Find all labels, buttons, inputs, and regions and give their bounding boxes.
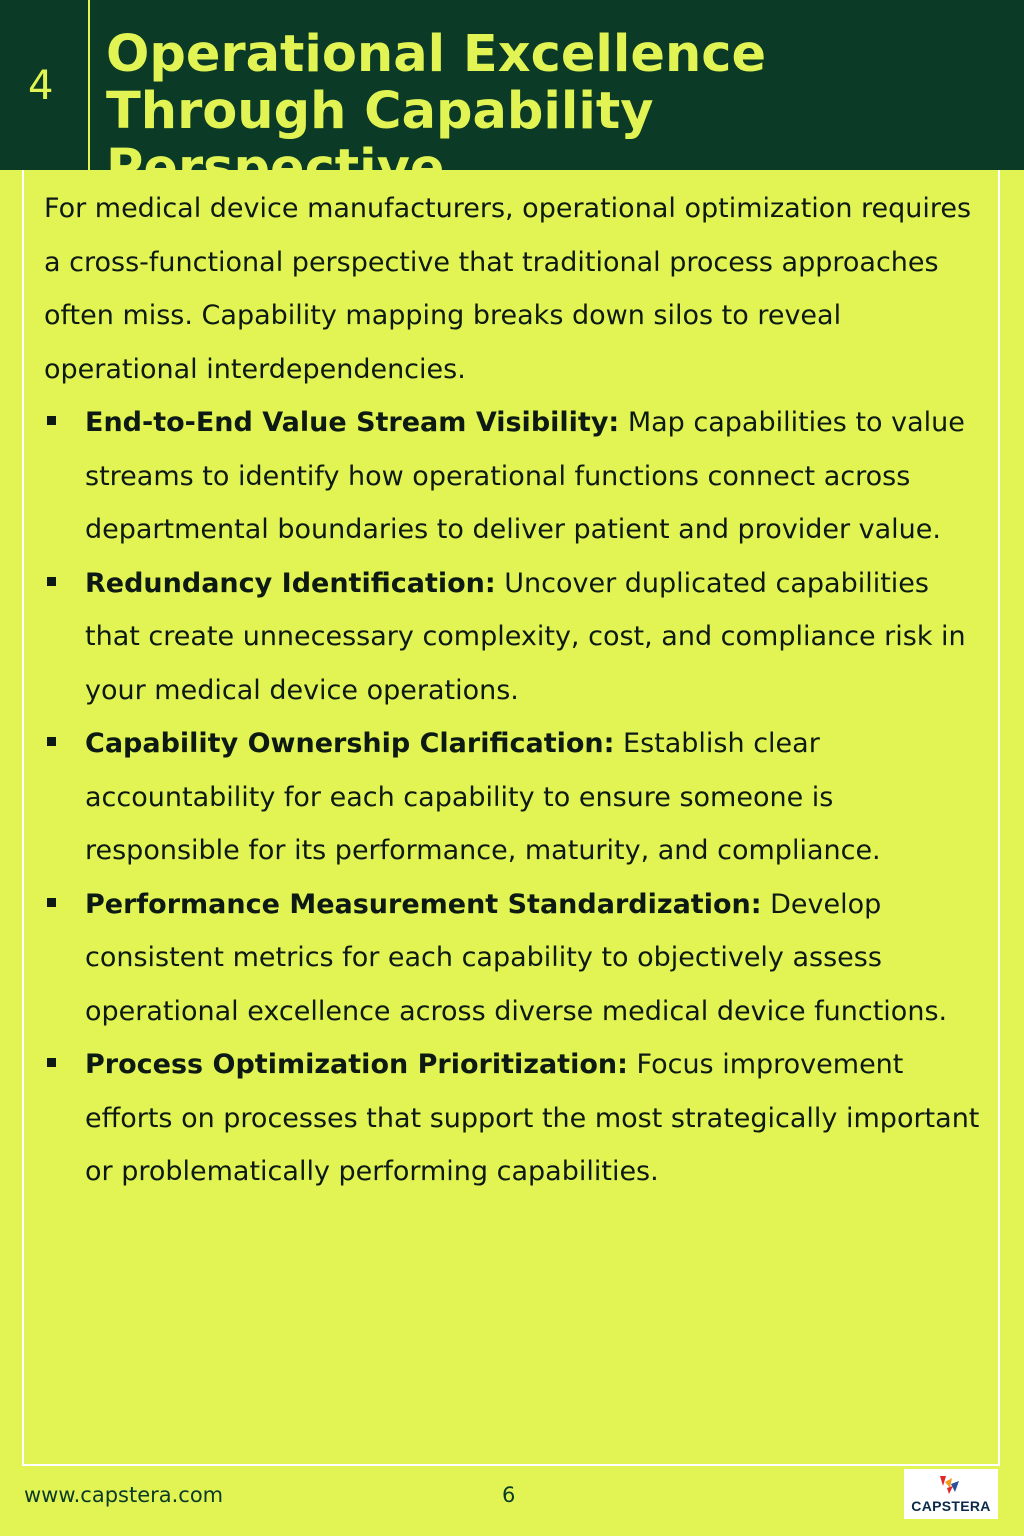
bullet-text: Develop consistent metrics for each capability to objectively assess operational excellence across diverse medical device functions.: [85, 888, 948, 1027]
logo-text: CAPSTERA: [911, 1498, 991, 1514]
bullet-lead: Performance Measurement Standardization:: [85, 888, 762, 920]
bullet-text: Map capabilities to value streams to identify how operational functions connect across departmental boundaries to deliver patient and provider value.: [85, 407, 965, 545]
content-body: [44, 182, 984, 1199]
page-number: 6: [502, 1483, 516, 1507]
bullet-lead: Capability Ownership Clarification:: [85, 728, 615, 759]
footer-website-link[interactable]: www.capstera.com: [24, 1483, 224, 1507]
bullet-lead: End-to-End Value Stream Visibility:: [85, 407, 620, 438]
bullet-item: [44, 1038, 984, 1199]
section-number: 4: [28, 63, 54, 109]
capstera-logo-mark-icon: [937, 1472, 965, 1498]
bullet-item: [44, 717, 984, 878]
bullet-lead: Redundancy Identification:: [85, 567, 496, 599]
square-bullet-icon: [47, 416, 56, 425]
square-bullet-icon: [47, 737, 56, 746]
bullet-text: Focus improvement efforts on processes that support the most strategically important or problematically performing capabilities.: [85, 1049, 980, 1187]
intro-paragraph: For medical device manufacturers, operational optimization requires a cross-functional perspective that traditional process approaches often miss. Capability mapping breaks down silos to reveal operational interdependencies.: [44, 193, 972, 385]
header-divider: [88, 0, 90, 170]
page-title: Operational Excellence Through Capability Perspective: [106, 25, 767, 198]
square-bullet-icon: [47, 577, 56, 586]
bullet-item: [44, 557, 984, 718]
bullet-item: [44, 396, 984, 557]
page-header: [0, 0, 1024, 198]
bullet-text: Uncover duplicated capabilities that create unnecessary complexity, cost, and compliance risk in your medical device operations.: [85, 567, 966, 706]
square-bullet-icon: [47, 1058, 56, 1067]
bullet-text: Establish clear accountability for each capability to ensure someone is responsible for its performance, maturity, and compliance.: [85, 728, 881, 866]
square-bullet-icon: [47, 898, 56, 907]
bullet-item: [44, 878, 984, 1039]
bullet-list: [44, 396, 984, 1199]
bullet-lead: Process Optimization Prioritization:: [85, 1049, 628, 1080]
capstera-logo: [904, 1469, 998, 1519]
